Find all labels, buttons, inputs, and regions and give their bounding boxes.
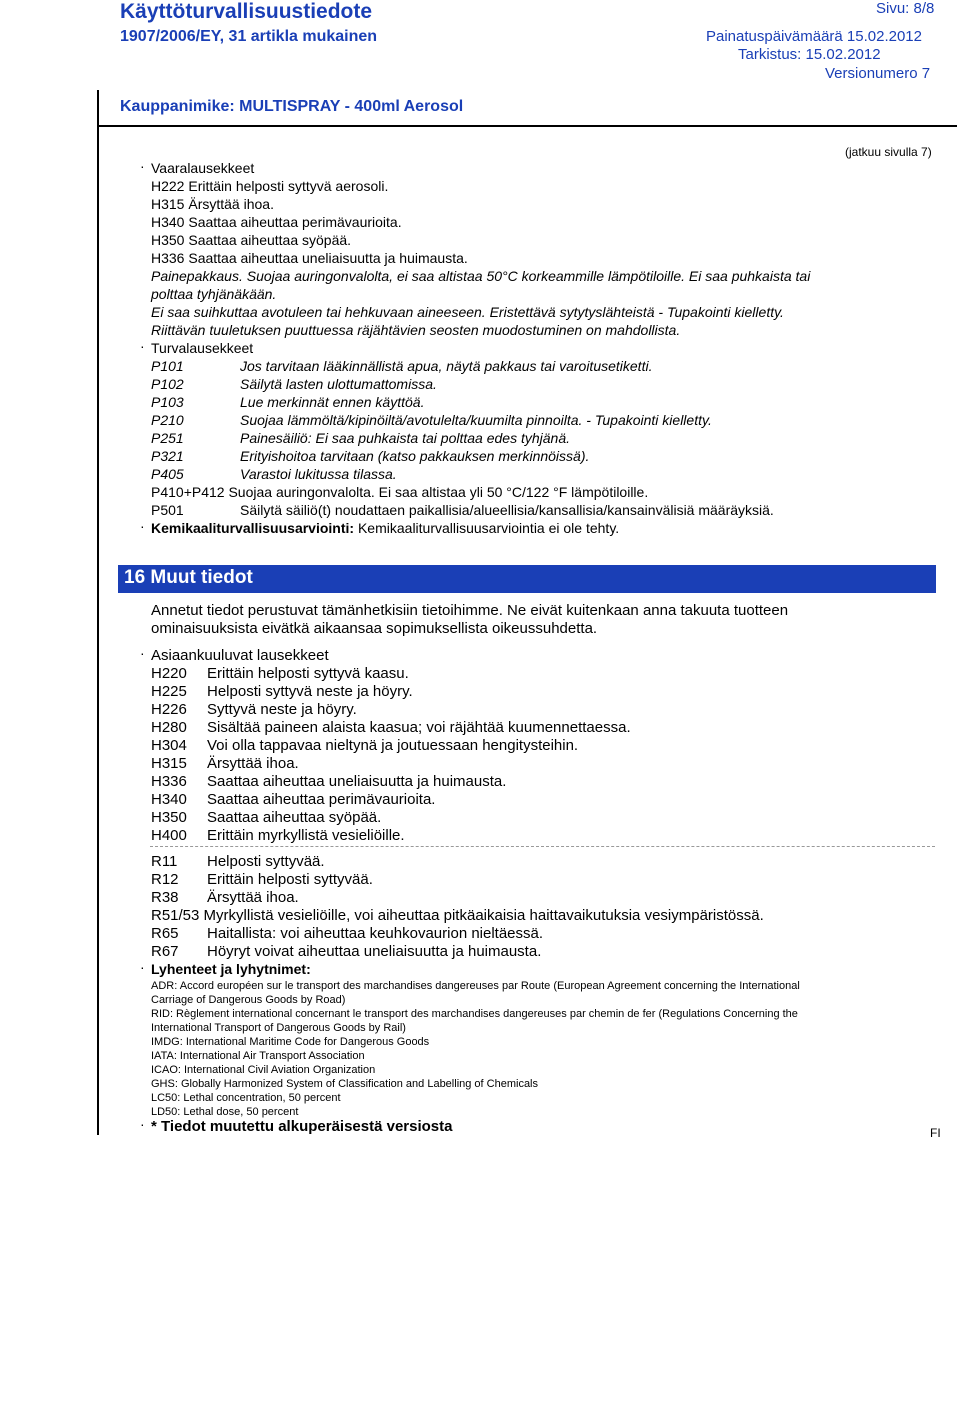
precaution-text: Erityishoitoa tarvitaan (katso pakkauksen merkinnöissä).	[240, 448, 590, 464]
h-text: Helposti syttyvä neste ja höyry.	[207, 683, 413, 700]
hazard-line: H340 Saattaa aiheuttaa perimävaurioita.	[151, 214, 402, 230]
precaution-code: P321	[151, 448, 184, 464]
h-code: H350	[151, 809, 187, 826]
dashed-separator	[150, 846, 935, 847]
abbr-line: ICAO: International Civil Aviation Organization	[151, 1064, 376, 1076]
abbr-line: Carriage of Dangerous Goods by Road)	[151, 994, 346, 1006]
print-date: Painatuspäivämäärä 15.02.2012	[706, 28, 922, 45]
hazard-line: H222 Erittäin helposti syttyvä aerosoli.	[151, 178, 389, 194]
hazard-line: H350 Saattaa aiheuttaa syöpää.	[151, 232, 352, 248]
precaution-text: Jos tarvitaan lääkinnällistä apua, näytä pakkaus tai varoitusetiketti.	[240, 358, 653, 374]
r-text: Helposti syttyvää.	[207, 853, 325, 870]
r-code: R38	[151, 889, 179, 906]
hazard-heading: Vaaralausekkeet	[151, 160, 255, 176]
hazard-line: Riittävän tuuletuksen puuttuessa räjähtävien seosten muodostuminen on mahdollista.	[151, 322, 681, 338]
abbr-line: IATA: International Air Transport Association	[151, 1050, 365, 1062]
hazard-line: H336 Saattaa aiheuttaa uneliaisuutta ja huimausta.	[151, 250, 468, 266]
r-text: Erittäin helposti syttyvää.	[207, 871, 373, 888]
h-text: Erittäin myrkyllistä vesieliöille.	[207, 827, 405, 844]
r-text: Ärsyttää ihoa.	[207, 889, 299, 906]
precaution-heading: Turvalausekkeet	[151, 340, 254, 356]
chem-safety-text: Kemikaaliturvallisuusarviointia ei ole tehty.	[357, 520, 620, 536]
bullet-dot: ·	[140, 518, 145, 534]
precaution-code: P405	[151, 466, 184, 482]
h-text: Erittäin helposti syttyvä kaasu.	[207, 665, 409, 682]
precaution-text: Suojaa lämmöltä/kipinöiltä/avotulelta/kuumilta pinnoilta. - Tupakointi kielletty.	[240, 412, 712, 428]
h-text: Saattaa aiheuttaa uneliaisuutta ja huimausta.	[207, 773, 507, 790]
header-divider	[97, 125, 957, 127]
h-text: Saattaa aiheuttaa syöpää.	[207, 809, 382, 826]
h-code: H280	[151, 719, 187, 736]
abbr-line: ADR: Accord européen sur le transport des marchandises dangereuses par Route (European Agreement concerning the International	[151, 980, 800, 992]
h-text: Syttyvä neste ja höyry.	[207, 701, 357, 718]
section-16-header	[118, 565, 936, 593]
h-code: H336	[151, 773, 187, 790]
language-code: FI	[930, 1126, 941, 1140]
precaution-text: Säilytä lasten ulottumattomissa.	[240, 376, 437, 392]
section-16-title: 16 Muut tiedot	[124, 567, 253, 588]
abbr-heading: Lyhenteet ja lyhytnimet:	[151, 961, 311, 977]
h-code: H304	[151, 737, 187, 754]
continued-note: (jatkuu sivulla 7)	[845, 145, 932, 159]
relevant-heading: Asiaankuuluvat lausekkeet	[151, 647, 329, 664]
precaution-code: P501	[151, 502, 184, 518]
intro-line: Annetut tiedot perustuvat tämänhetkisiin tietoihimme. Ne eivät kuitenkaan anna takuuta tuotteen	[151, 602, 789, 619]
chem-safety-label: Kemikaaliturvallisuusarviointi:	[151, 520, 355, 536]
h-code: H400	[151, 827, 187, 844]
precaution-text: Painesäiliö: Ei saa puhkaista tai polttaa edes tyhjänä.	[240, 430, 570, 446]
precaution-text: Lue merkinnät ennen käyttöä.	[240, 394, 425, 410]
precaution-text: Säilytä säiliö(t) noudattaen paikallisia/alueellisia/kansallisia/kansainvälisiä määräyksiä.	[240, 502, 774, 518]
h-code: H226	[151, 701, 187, 718]
h-text: Sisältää paineen alaista kaasua; voi räjähtää kuumennettaessa.	[207, 719, 631, 736]
h-code: H315	[151, 755, 187, 772]
product-name: Kauppanimike: MULTISPRAY - 400ml Aerosol	[120, 98, 464, 115]
intro-line: ominaisuuksista eivätkä aikaansaa sopimuksellista oikeussuhdetta.	[151, 620, 598, 637]
chem-safety-line	[151, 520, 619, 537]
bullet-dot: ·	[140, 1116, 145, 1132]
bullet-dot: ·	[140, 158, 145, 174]
abbr-line: LC50: Lethal concentration, 50 percent	[151, 1092, 341, 1104]
hazard-line: polttaa tyhjänäkään.	[151, 286, 277, 302]
h-code: H220	[151, 665, 187, 682]
bullet-dot: ·	[140, 959, 145, 975]
precaution-code: P102	[151, 376, 184, 392]
h-code: H340	[151, 791, 187, 808]
abbr-line: International Transport of Dangerous Goods by Rail)	[151, 1022, 406, 1034]
hazard-line: H315 Ärsyttää ihoa.	[151, 196, 274, 212]
bullet-dot: ·	[140, 338, 145, 354]
bullet-dot: ·	[140, 645, 145, 661]
precaution-code: P101	[151, 358, 184, 374]
hazard-line: Painepakkaus. Suojaa auringonvalolta, ei saa altistaa 50°C korkeammille lämpötiloille. Ei saa puhkaista tai	[151, 268, 811, 284]
r-code: R12	[151, 871, 179, 888]
abbr-line: GHS: Globally Harmonized System of Classification and Labelling of Chemicals	[151, 1078, 539, 1090]
h-text: Voi olla tappavaa nieltynä ja joutuessaan hengitysteihin.	[207, 737, 579, 754]
abbr-line: LD50: Lethal dose, 50 percent	[151, 1106, 299, 1118]
precaution-code: P251	[151, 430, 184, 446]
version-number: Versionumero 7	[825, 65, 931, 82]
page-number: Sivu: 8/8	[876, 0, 935, 17]
regulation-reference: 1907/2006/EY, 31 artikla mukainen	[120, 28, 378, 45]
h-code: H225	[151, 683, 187, 700]
r-5153-line: R51/53 Myrkyllistä vesieliöille, voi aiheuttaa pitkäaikaisia haittavaikutuksia vesiympäristössä.	[151, 907, 764, 924]
precaution-text: Varastoi lukitussa tilassa.	[240, 466, 397, 482]
precaution-code: P103	[151, 394, 184, 410]
abbr-line: RID: Règlement international concernant le transport des marchandises dangereuses par chemin de fer (Regulations Concerning the	[151, 1008, 798, 1020]
h-text: Ärsyttää ihoa.	[207, 755, 299, 772]
r-code: R65	[151, 925, 179, 942]
revision-date: Tarkistus: 15.02.2012	[738, 46, 881, 63]
precaution-code: P210	[151, 412, 184, 428]
changed-note: * Tiedot muutettu alkuperäisestä versiosta	[151, 1118, 453, 1135]
h-text: Saattaa aiheuttaa perimävaurioita.	[207, 791, 436, 808]
hazard-line: Ei saa suihkuttaa avotuleen tai hehkuvaan aineeseen. Eristettävä sytytyslähteistä - Tupakointi kielletty.	[151, 304, 784, 320]
r-code: R11	[151, 853, 178, 870]
r-text: Höyryt voivat aiheuttaa uneliaisuutta ja huimausta.	[207, 943, 542, 960]
document-title: Käyttöturvallisuustiedote	[120, 0, 373, 23]
r-text: Haitallista: voi aiheuttaa keuhkovaurion nieltäessä.	[207, 925, 544, 942]
abbr-line: IMDG: International Maritime Code for Dangerous Goods	[151, 1036, 430, 1048]
precaution-combined: P410+P412 Suojaa auringonvalolta. Ei saa altistaa yli 50 °C/122 °F lämpötiloille.	[151, 484, 649, 500]
r-code: R67	[151, 943, 179, 960]
